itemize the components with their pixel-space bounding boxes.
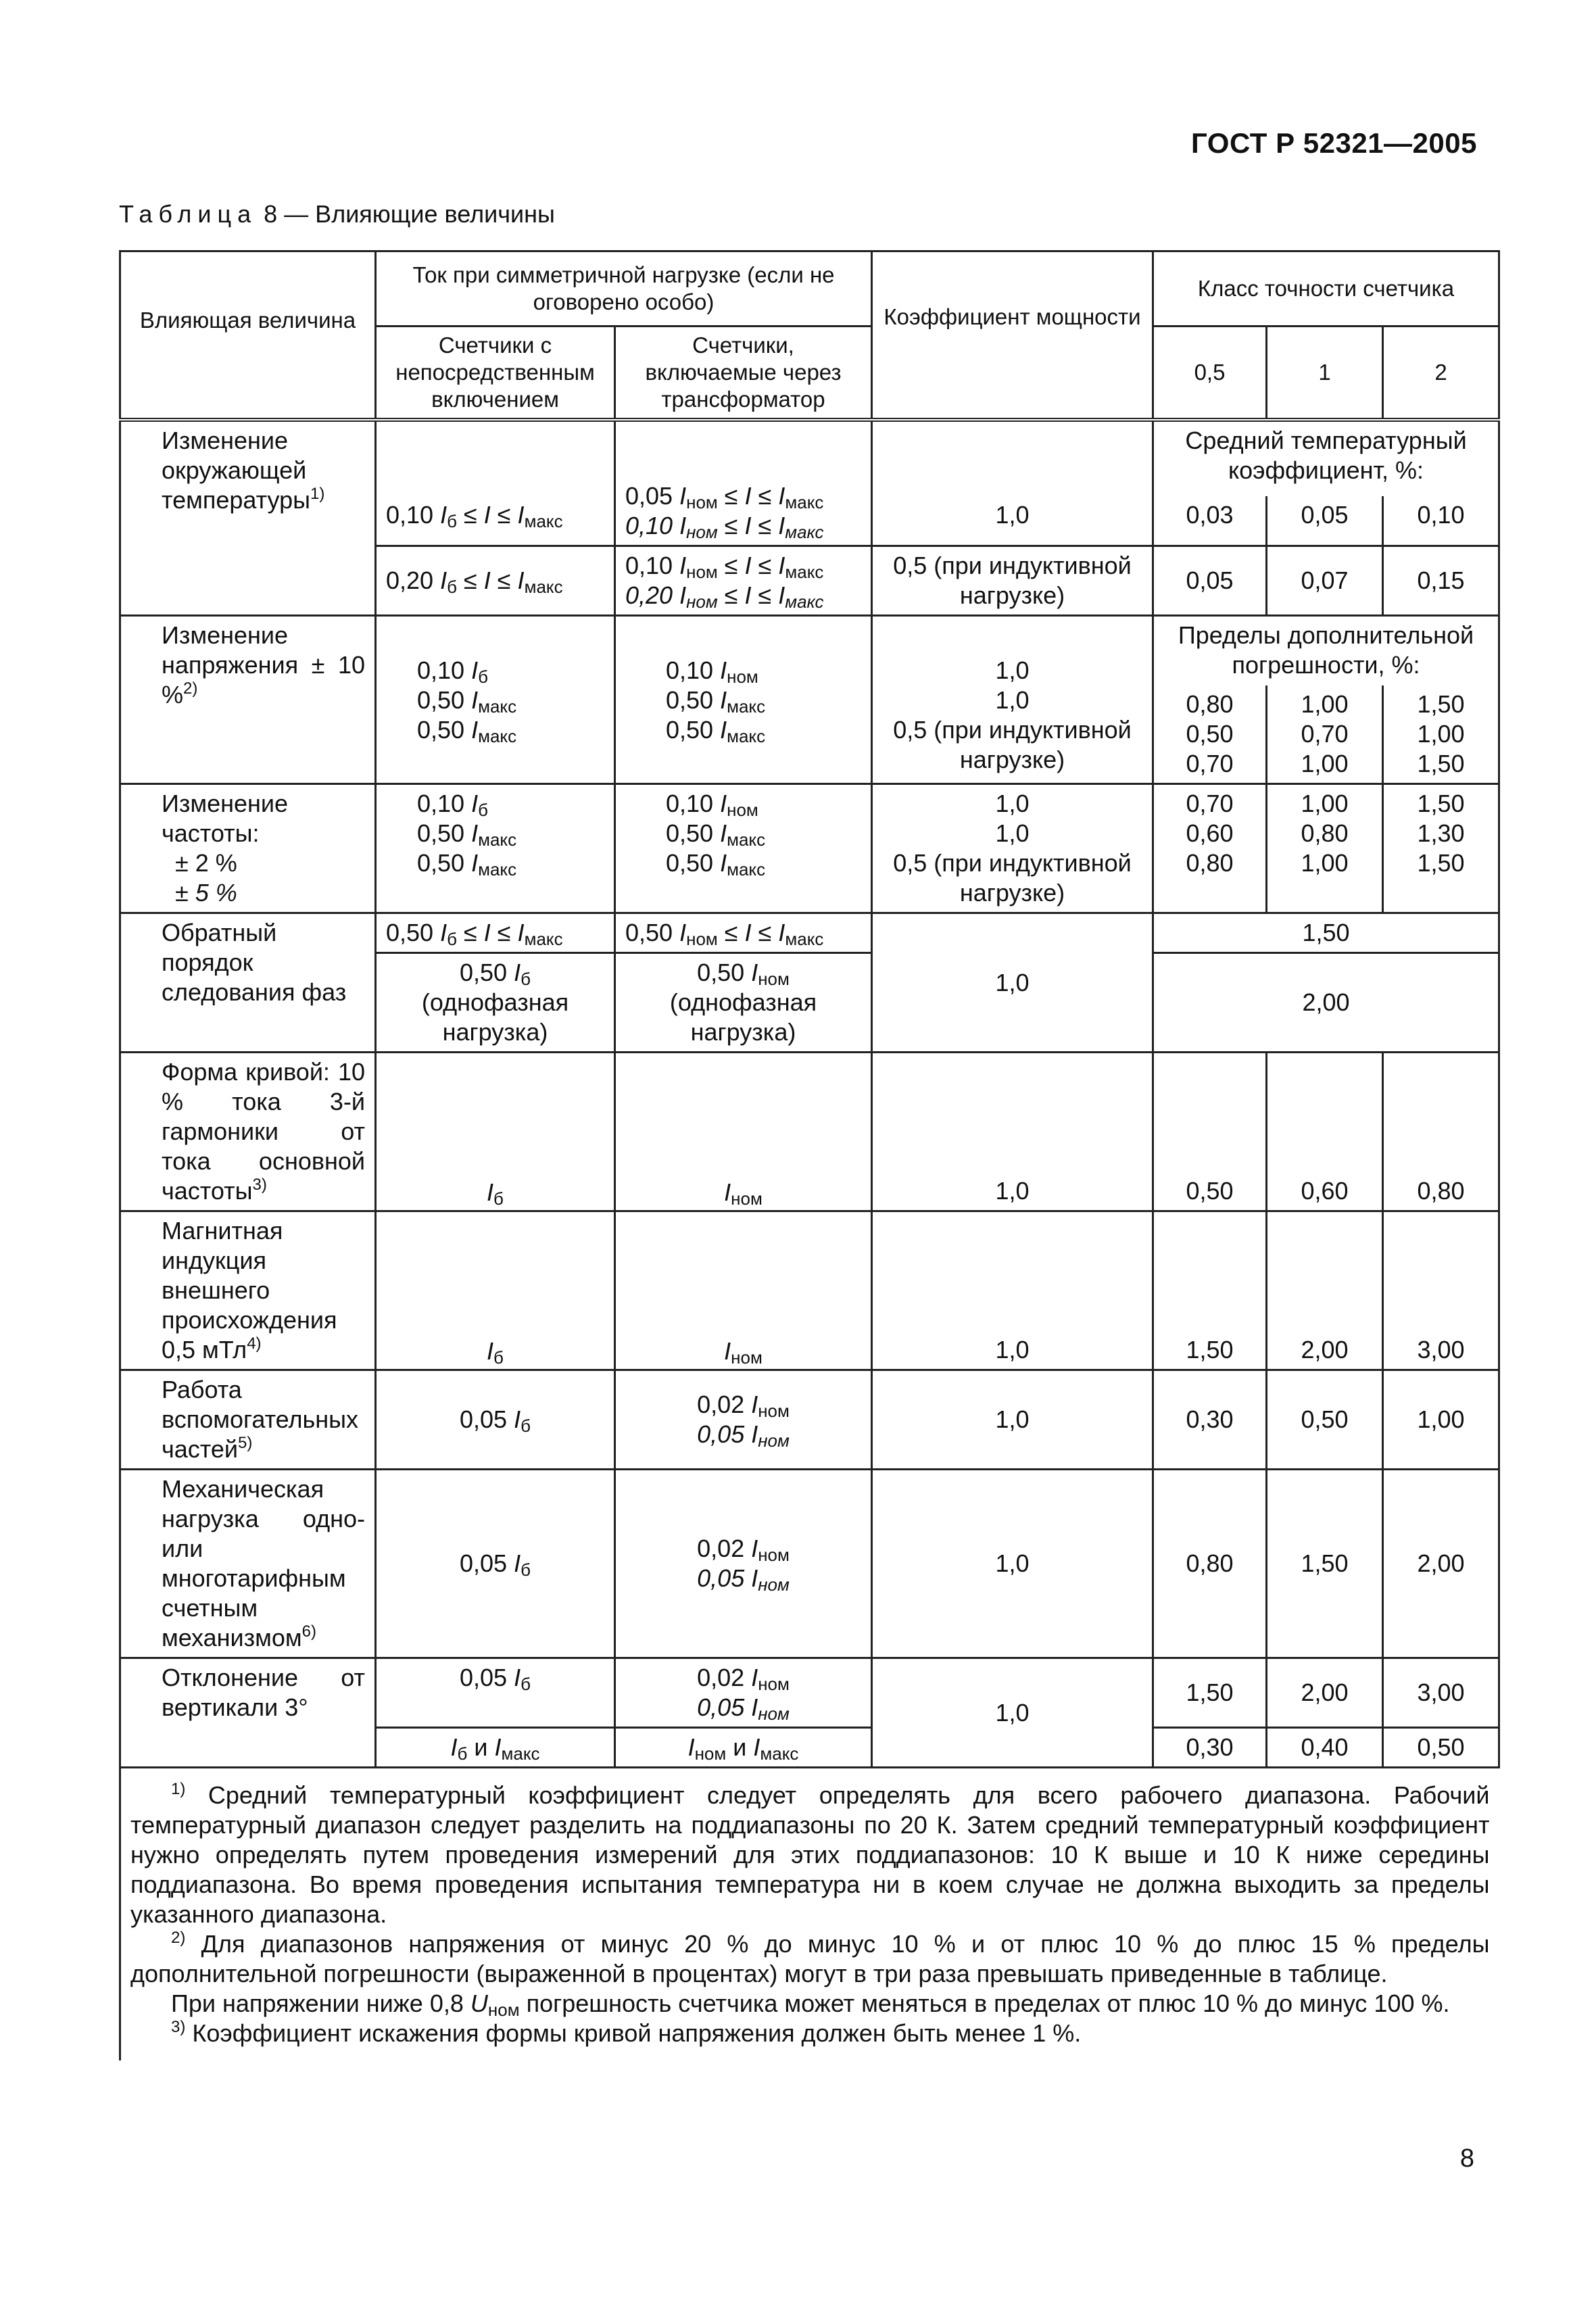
value-class-05: 1,50 [1153,1658,1267,1728]
value-class-2: 1,00 [1383,1370,1499,1470]
table-caption [119,200,555,228]
current-transformer: 0,50 $I_{ном} \le I \le I_{макс}$ [615,913,872,953]
value-class-1: 0,40 [1267,1728,1383,1768]
current-transformer: 0,50 $I_{ном}$ (однофазная нагрузка) [615,953,872,1053]
header-influence: Влияющая величина [120,251,376,420]
influence-frequency: Изменение частоты: ± 2 % ± 5 % [120,784,376,913]
footnote-2-continued: При напряжении ниже 0,8 $U_{ном}$ погрешность счетчика может меняться в пределах от плюс 10 % до минус 100 %. [171,1989,1450,2020]
header-direct: Счетчики с непосредственным включением [376,327,615,420]
current-direct: 0,50 $I_б \le I \le I_{макс}$ [376,913,615,953]
voltage-subheader: Пределы дополнительной погрешности, %: [1153,616,1499,686]
value-class-1: 1,00 0,70 1,00 [1267,685,1383,784]
value-class-2: 0,10 [1383,496,1499,546]
influence-auxiliary: Работа вспомогательных частей$^{5)}$ [120,1370,376,1470]
current-direct: 0,10 $I_б$ 0,50 $I_{макс}$ 0,50 $I_{макс}$ [376,784,615,913]
influence-magnetic: Магнитная индукция внешнего происхождения 0,5 мТл$^{4)}$ [120,1211,376,1370]
value-class-2: 1,50 1,00 1,50 [1383,685,1499,784]
current-direct: 0,05 $I_б$ [376,1370,615,1470]
value-class-05: 0,30 [1153,1370,1267,1470]
value-class-05: 0,03 [1153,496,1267,546]
header-class-05: 0,5 [1153,327,1267,420]
header-class-2: 2 [1383,327,1499,420]
page-number: 8 [1459,2144,1474,2173]
current-transformer: 0,10 $I_{ном}$ 0,50 $I_{макс}$ 0,50 $I_{макс}$ [615,784,872,913]
value-class-2: 0,50 [1383,1728,1499,1768]
current-transformer: 0,02 $I_{ном}$ 0,05 $I_{ном}$ [615,1470,872,1658]
footnote-1: $^{1)}$ Средний температурный коэффициент следует определять для всего рабочего диапазона. Рабочий температурный диапазон следует разделить на поддиапазоны по 20 К. Затем средний температурный коэффициент нужно определять путем проведения измерений для этих поддиапазонов: 10 К выше и 10 К ниже середины поддиапазона. Во время проведения испытания температура ни в коем случае не должна выходить за пределы указанного диапазона. [130,1780,1490,1928]
footnotes [120,1768,1499,2061]
power-factor: 1,0 [872,1053,1153,1211]
value-class-05: 0,05 [1153,546,1267,616]
table-row [120,784,1499,913]
current-direct: 0,50 $I_б$ (однофазная нагрузка) [376,953,615,1053]
value-all-classes: 1,50 [1153,913,1499,953]
current-transformer: 0,05 $I_{ном} \le I \le I_{макс}$ 0,10 $I_{ном} \le I \le I_{макс}$ [615,420,872,546]
caption-word: Таблица [119,200,258,228]
current-direct: 0,10 $I_б \le I \le I_{макс}$ [376,420,615,546]
header-accuracy: Класс точности счетчика [1153,251,1499,327]
value-class-2: 3,00 [1383,1658,1499,1728]
current-direct: $I_б$ и $I_{макс}$ [376,1728,615,1768]
current-transformer: 0,10 $I_{ном}$ 0,50 $I_{макс}$ 0,50 $I_{макс}$ [615,616,872,784]
power-factor: 1,0 [872,1370,1153,1470]
value-class-2: 0,15 [1383,546,1499,616]
power-factor: 1,0 [872,420,1153,546]
current-direct: 0,05 $I_б$ [376,1658,615,1728]
table-row [120,1658,1499,1728]
value-class-1: 1,00 0,80 1,00 [1267,784,1383,913]
value-class-2: 1,50 1,30 1,50 [1383,784,1499,913]
table-header-row [120,251,1499,327]
value-class-05: 0,30 [1153,1728,1267,1768]
value-class-1: 0,50 [1267,1370,1383,1470]
current-transformer: $I_{ном}$ [615,1053,872,1211]
table-row [120,1470,1499,1658]
table-row [120,913,1499,953]
document-code: ГОСТ Р 52321—2005 [1191,127,1477,159]
power-factor: 1,0 [872,913,1153,1053]
value-all-classes: 2,00 [1153,953,1499,1053]
influence-voltage: Изменение напряжения ± 10 %$^{2)}$ [120,616,376,784]
temp-subheader: Средний температурный коэффициент, %: [1153,420,1499,496]
current-direct: $I_б$ [376,1053,615,1211]
value-class-05: 0,80 [1153,1470,1267,1658]
header-power-factor: Коэффициент мощности [872,251,1153,420]
value-class-05: 1,50 [1153,1211,1267,1370]
influence-vertical: Отклонение от вертикали 3° [120,1658,376,1768]
value-class-1: 2,00 [1267,1658,1383,1728]
value-class-1: 0,60 [1267,1053,1383,1211]
table-row [120,616,1499,686]
current-direct: 0,10 $I_б$ 0,50 $I_{макс}$ 0,50 $I_{макс}$ [376,616,615,784]
influence-waveform: Форма кривой: 10 % тока 3-й гармоники от тока основной частоты$^{3)}$ [120,1053,376,1211]
value-class-05: 0,80 0,50 0,70 [1153,685,1267,784]
footnotes-row [120,1768,1499,2061]
table-row [120,420,1499,496]
table-row [120,1053,1499,1211]
power-factor-list: 1,0 1,0 0,5 (при индуктивной нагрузке) [872,784,1153,913]
value-class-1: 1,50 [1267,1470,1383,1658]
power-factor: 0,5 (при индуктивной нагрузке) [872,546,1153,616]
current-direct: $I_б$ [376,1211,615,1370]
value-class-05: 0,70 0,60 0,80 [1153,784,1267,913]
influence-mechanical: Механическая нагрузка одно- или многотарифным счетным механизмом$^{6)}$ [120,1470,376,1658]
current-transformer: 0,10 $I_{ном} \le I \le I_{макс}$ 0,20 $I_{ном} \le I \le I_{макс}$ [615,546,872,616]
value-class-2: 3,00 [1383,1211,1499,1370]
value-class-2: 2,00 [1383,1470,1499,1658]
influence-table [119,250,1500,2060]
caption-title: 8 — Влияющие величины [257,200,555,228]
header-transformer: Счетчики, включаемые через трансформатор [615,327,872,420]
current-transformer: 0,02 $I_{ном}$ 0,05 $I_{ном}$ [615,1658,872,1728]
current-transformer: $I_{ном}$ [615,1211,872,1370]
power-factor: 1,0 [872,1211,1153,1370]
current-direct: 0,20 $I_б \le I \le I_{макс}$ [376,546,615,616]
power-factor: 1,0 [872,1658,1153,1768]
influence-phase-order: Обратный порядок следования фаз [120,913,376,1053]
header-current-group: Ток при симметричной нагрузке (если не оговорено особо) [376,251,872,327]
footnote-3: $^{3)}$ Коэффициент искажения формы кривой напряжения должен быть менее 1 %. [171,2018,1082,2047]
current-transformer: 0,02 $I_{ном}$ 0,05 $I_{ном}$ [615,1370,872,1470]
power-factor-list: 1,0 1,0 0,5 (при индуктивной нагрузке) [872,616,1153,784]
current-transformer: $I_{ном}$ и $I_{макс}$ [615,1728,872,1768]
value-class-05: 0,50 [1153,1053,1267,1211]
header-class-1: 1 [1267,327,1383,420]
value-class-1: 0,05 [1267,496,1383,546]
power-factor: 1,0 [872,1470,1153,1658]
table-row [120,1211,1499,1370]
footnote-2: $^{2)}$ Для диапазонов напряжения от минус 20 % до минус 10 % и от плюс 10 % до плюс 15 % пределы дополнительной погрешности (выраженной в процентах) могут в три раза превышать приведенные в таблице. [130,1929,1490,1987]
table-row [120,1370,1499,1470]
value-class-2: 0,80 [1383,1053,1499,1211]
value-class-1: 0,07 [1267,546,1383,616]
value-class-1: 2,00 [1267,1211,1383,1370]
influence-temperature: Изменение окружающей температуры$^{1)}$ [120,420,376,616]
current-direct: 0,05 $I_б$ [376,1470,615,1658]
